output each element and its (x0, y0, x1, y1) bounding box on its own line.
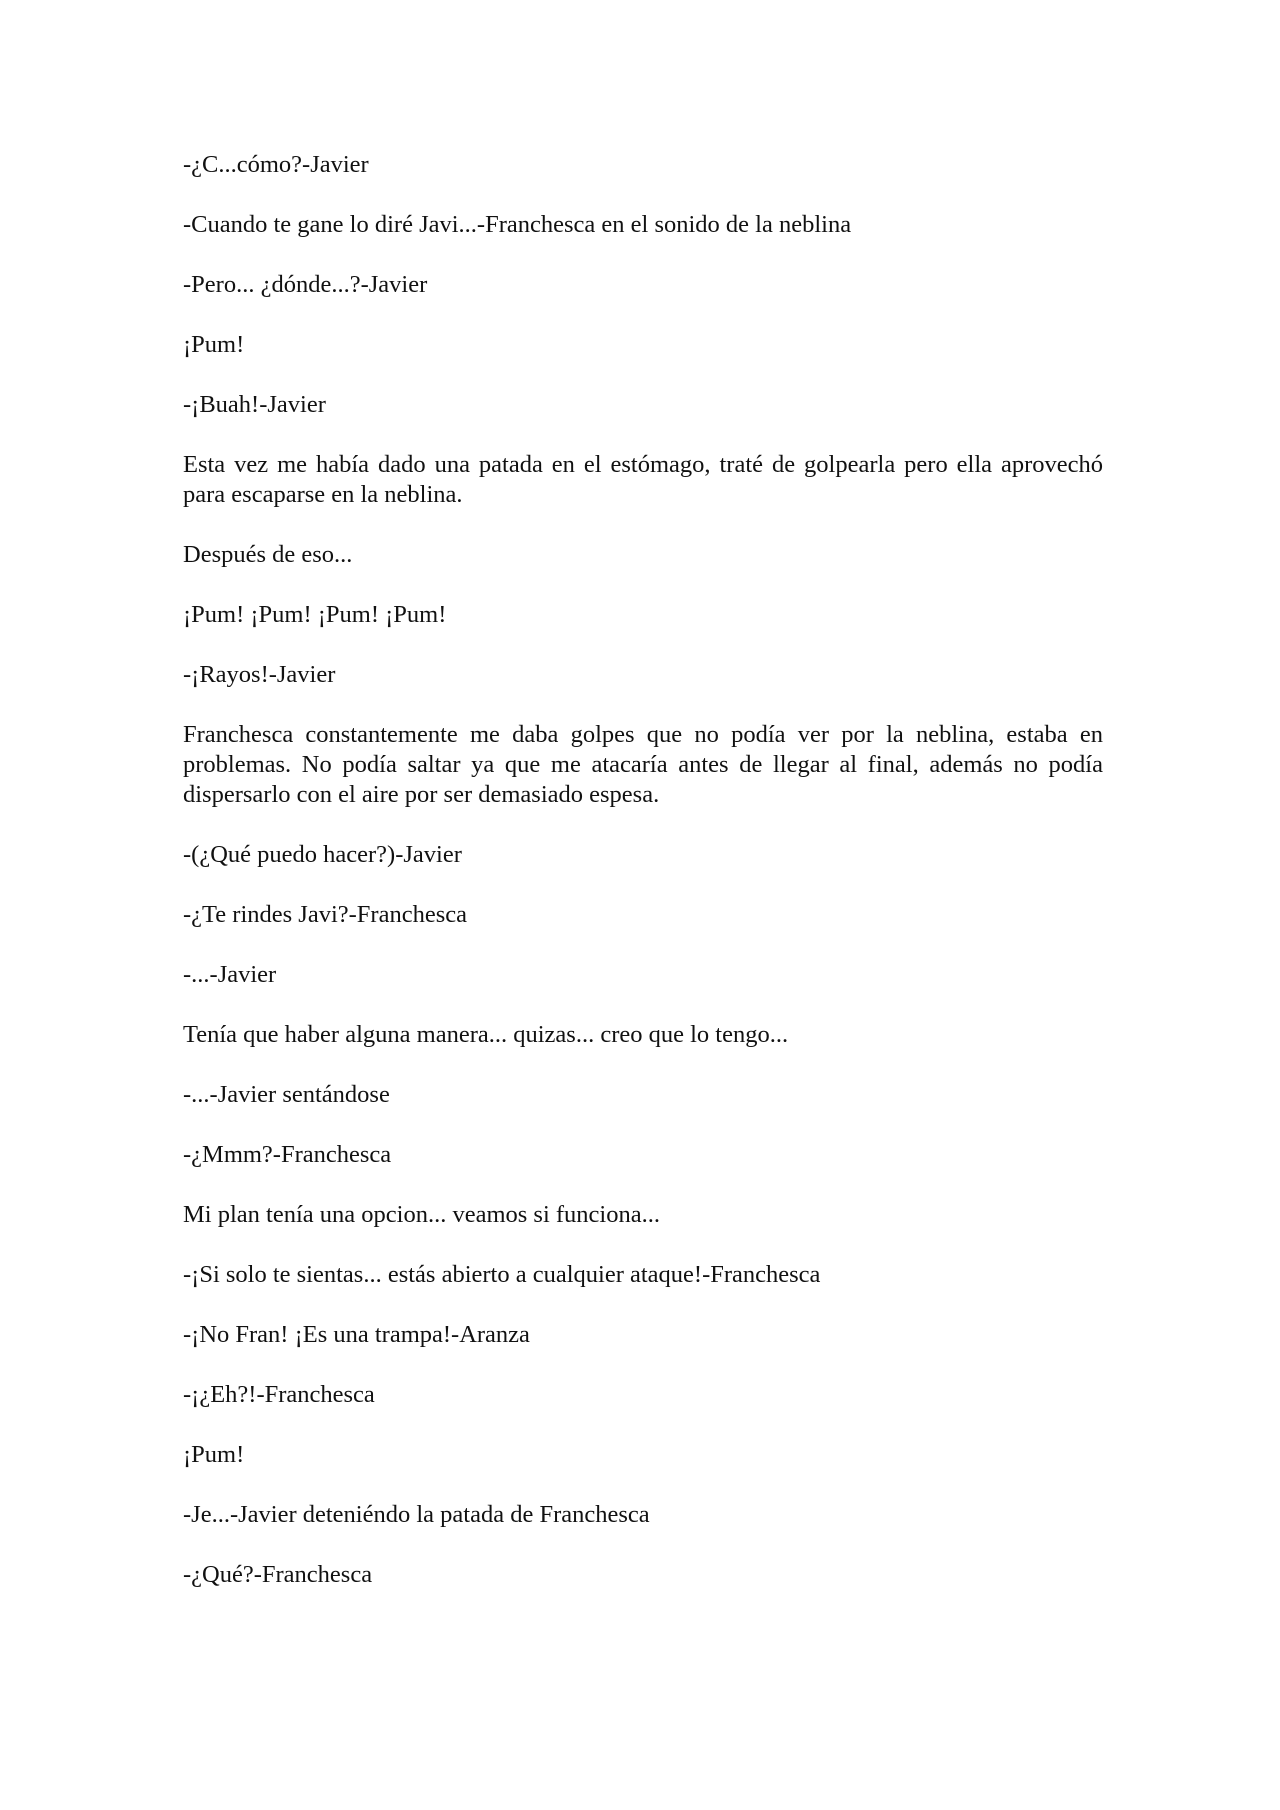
paragraph: -¡Si solo te sientas... estás abierto a cualquier ataque!-Franchesca (183, 1261, 821, 1288)
paragraph: -...-Javier (183, 961, 277, 988)
paragraph: Franchesca constantemente me daba golpes que no podía ver por la neblina, estaba en problemas. No podía saltar ya que me atacaría antes de llegar al final, además no podía dispersarlo con el aire por ser demasiado espesa. (183, 721, 1103, 808)
paragraph: -¿Te rindes Javi?-Franchesca (183, 901, 467, 928)
paragraph: -¿Qué?-Franchesca (183, 1561, 373, 1588)
paragraph: -¡Buah!-Javier (183, 391, 326, 418)
paragraph: -¡Rayos!-Javier (183, 661, 336, 688)
paragraph: -...-Javier sentándose (183, 1081, 390, 1108)
paragraph: ¡Pum! (183, 1441, 245, 1468)
paragraph: Esta vez me había dado una patada en el estómago, traté de golpearla pero ella aprovechó para escaparse en la neblina. (183, 451, 1103, 508)
paragraph: -¿Mmm?-Franchesca (183, 1141, 392, 1168)
paragraph: -¡No Fran! ¡Es una trampa!-Aranza (183, 1321, 530, 1348)
paragraph: -¡¿Eh?!-Franchesca (183, 1381, 375, 1408)
paragraph: Después de eso... (183, 541, 353, 568)
paragraph: -(¿Qué puedo hacer?)-Javier (183, 841, 462, 868)
paragraph: Mi plan tenía una opcion... veamos si funciona... (183, 1201, 660, 1228)
paragraph: -¿C...cómo?-Javier (183, 151, 369, 178)
document-body (183, 150, 1103, 1620)
paragraph: Tenía que haber alguna manera... quizas... creo que lo tengo... (183, 1021, 789, 1048)
paragraph: ¡Pum! ¡Pum! ¡Pum! ¡Pum! (183, 601, 447, 628)
paragraph: -Je...-Javier deteniéndo la patada de Franchesca (183, 1501, 650, 1528)
paragraph: -Cuando te gane lo diré Javi...-Franchesca en el sonido de la neblina (183, 211, 852, 238)
paragraph: ¡Pum! (183, 331, 245, 358)
paragraph: -Pero... ¿dónde...?-Javier (183, 271, 428, 298)
